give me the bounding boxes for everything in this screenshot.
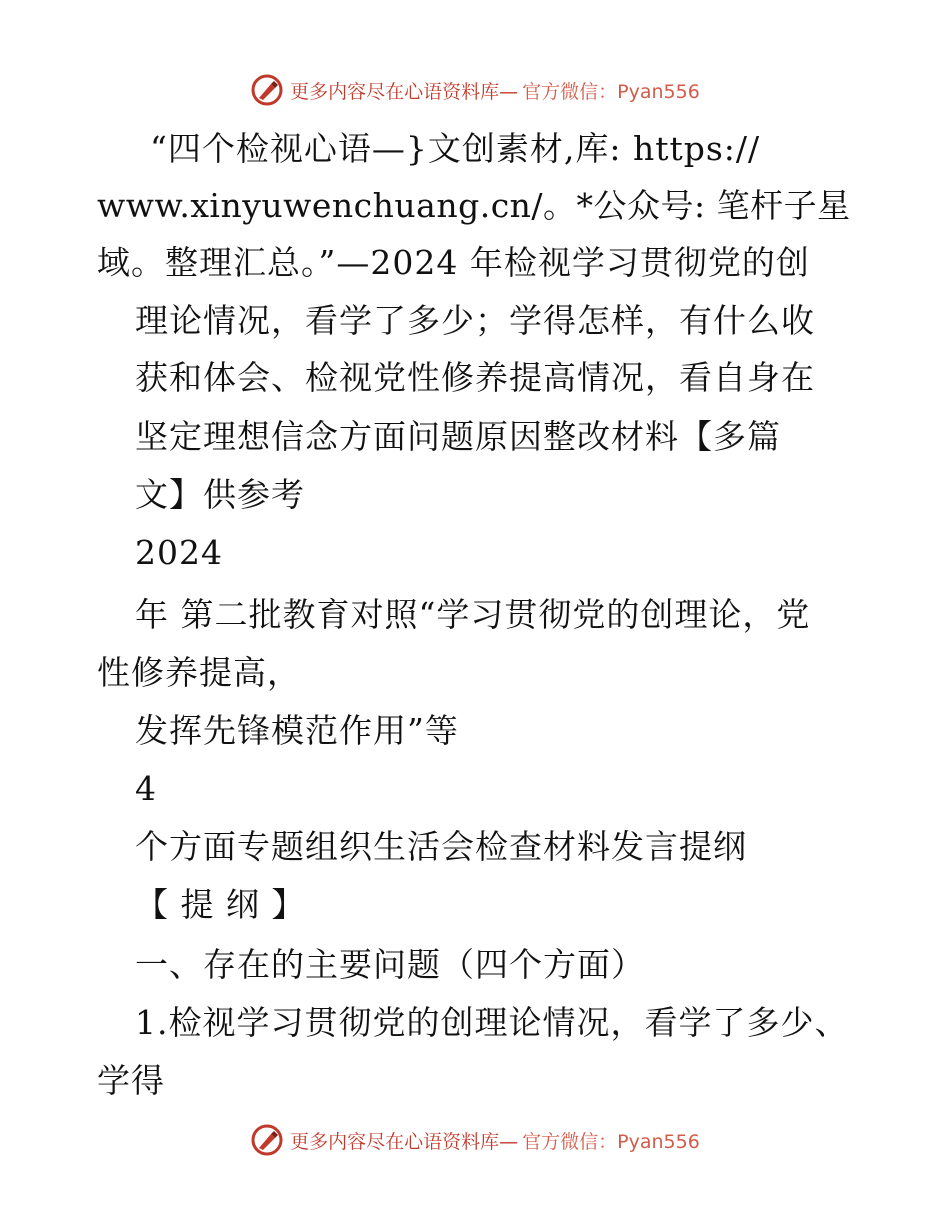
body-line: “四个检视心语—}文创素材,库: https:// — [150, 129, 761, 168]
footer-banner-wechat: 官方微信：Pyan556 — [522, 1130, 700, 1153]
body-line: 2024 — [135, 533, 223, 572]
body-line: 获和体会、检视党性修养提高情况，看自身在 — [135, 358, 815, 397]
body-line: 理论情况，看学了多少；学得怎样，有什么收 — [135, 301, 815, 340]
body-line: 年 第二批教育对照“学习贯彻党的创理论，党 — [135, 595, 811, 634]
pen-circle-logo-icon — [250, 73, 284, 107]
body-line: 1.检视学习贯彻党的创理论情况，看学了多少、 — [135, 1003, 849, 1042]
body-line: 发挥先锋模范作用”等 — [135, 711, 459, 750]
footer-banner-text: 更多内容尽在心语资料库— — [290, 1130, 519, 1153]
header-banner-wechat: 官方微信：Pyan556 — [522, 80, 700, 103]
body-line: 学得 — [97, 1061, 165, 1100]
header-banner-text: 更多内容尽在心语资料库— — [290, 80, 519, 103]
body-line: 域。整理汇总。”—2024 年检视学习贯彻党的创 — [97, 243, 810, 282]
body-line: 个方面专题组织生活会检查材料发言提纲 — [135, 827, 747, 866]
body-line: 性修养提高， — [97, 653, 301, 692]
body-line: 文】供参考 — [135, 475, 305, 514]
pen-circle-logo-icon — [250, 1123, 284, 1157]
outline-heading: 【 提 纲 】 — [135, 885, 306, 924]
body-line: 坚定理想信念方面问题原因整改材料【多篇 — [135, 417, 781, 456]
footer-banner — [0, 1120, 950, 1160]
section-heading: 一、存在的主要问题（四个方面） — [135, 945, 645, 984]
body-line: www.xinyuwenchuang.cn/。*公众号: 笔杆子星 — [97, 186, 851, 225]
header-banner — [0, 70, 950, 110]
body-line: 4 — [135, 769, 157, 808]
